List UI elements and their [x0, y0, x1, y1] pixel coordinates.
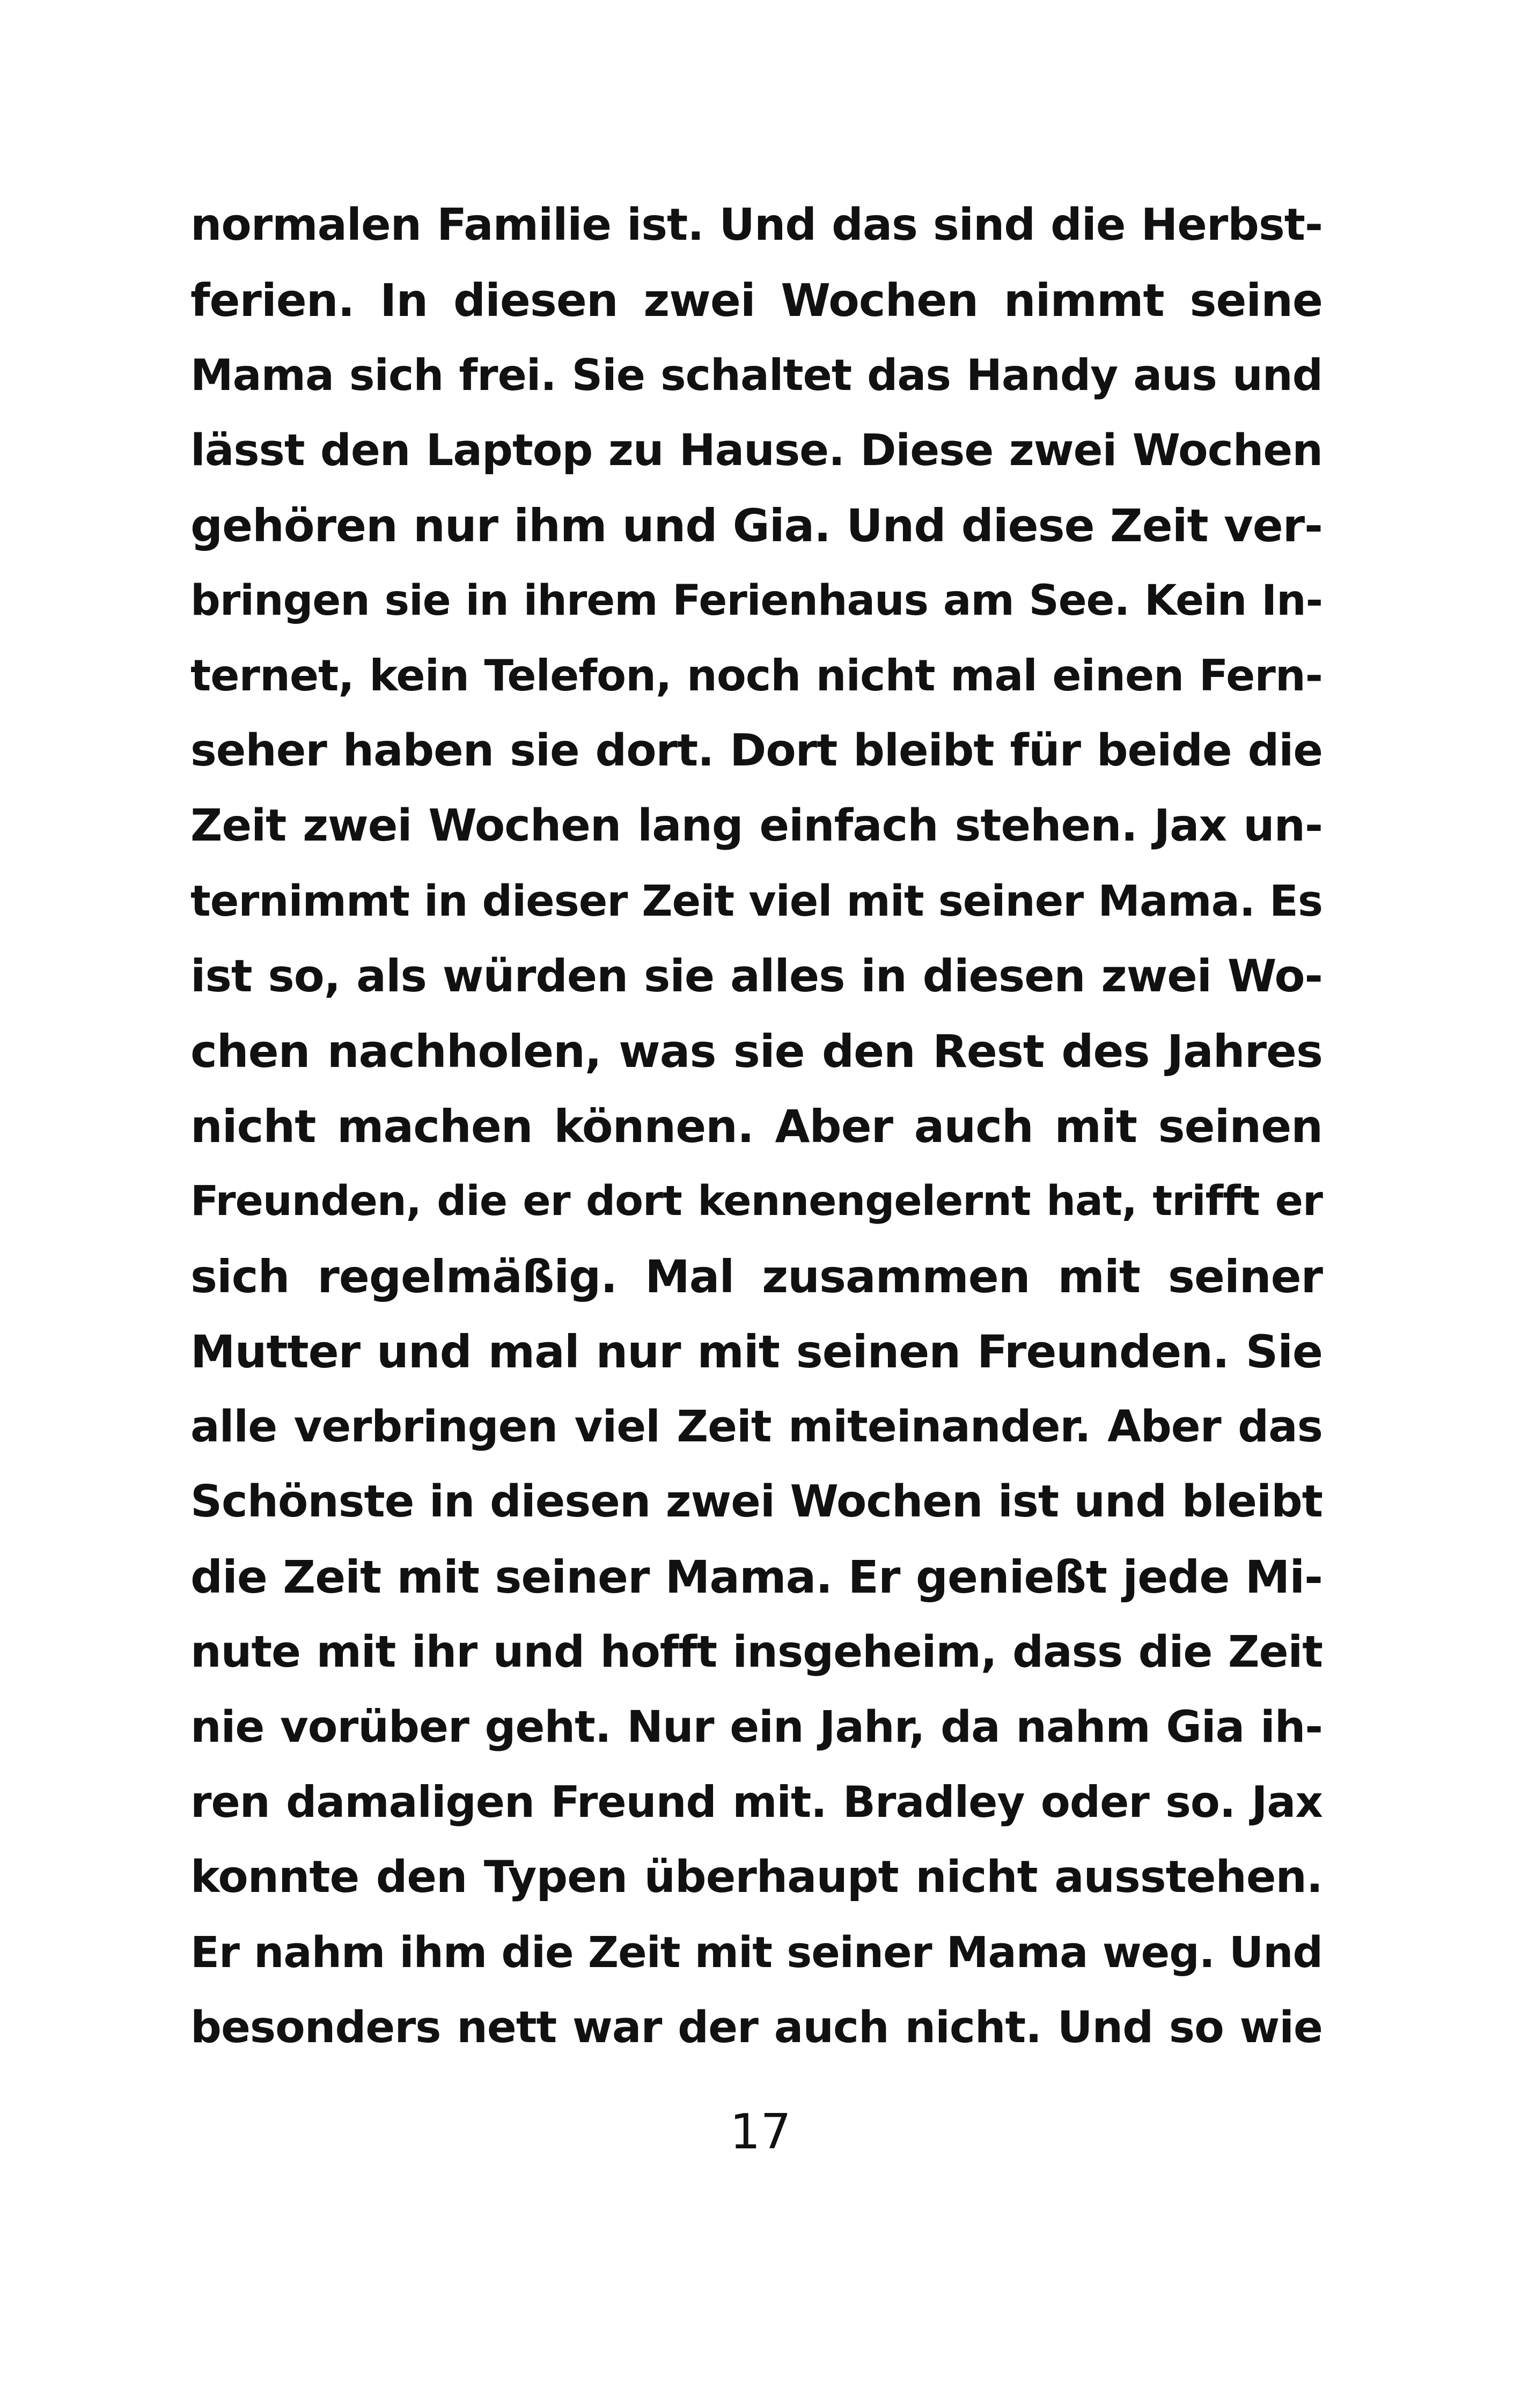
text-line: Schönste in diesen zwei Wochen ist und bleibt [190, 1476, 1322, 1527]
text-line: gehören nur ihm und Gia. Und diese Zeit ver- [190, 499, 1322, 552]
text-line: ist so, als würden sie alles in diesen zwei Wo- [190, 950, 1322, 1002]
text-line: ternimmt in dieser Zeit viel mit seiner Mama. Es [190, 877, 1322, 926]
text-line: sich regelmäßig. Mal zusammen mit seiner [190, 1250, 1322, 1303]
text-line: ren damaligen Freund mit. Bradley oder so. Jax [190, 1777, 1322, 1827]
text-line: normalen Familie ist. Und das sind die Herbst- [190, 200, 1322, 251]
page-number: 17 [730, 2104, 791, 2160]
text-line: Mutter und mal nur mit seinen Freunden. Sie [190, 1325, 1322, 1378]
text-line: ferien. In diesen zwei Wochen nimmt seine [190, 274, 1322, 327]
text-line: konnte den Typen überhaupt nicht ausstehen. [190, 1852, 1322, 1903]
text-line: bringen sie in ihrem Ferienhaus am See. Kein In- [190, 577, 1322, 625]
text-line: seher haben sie dort. Dort bleibt für beide die [190, 725, 1322, 776]
text-line: besonders nett war der auch nicht. Und so wie [190, 2002, 1322, 2053]
text-line: Mama sich frei. Sie schaltet das Handy aus und [190, 350, 1322, 400]
text-line: Freunden, die er dort kennengelernt hat, trifft er [190, 1177, 1322, 1225]
body-text [190, 188, 1322, 2065]
text-line: die Zeit mit seiner Mama. Er genießt jede Mi- [190, 1551, 1322, 1603]
text-line: nicht machen können. Aber auch mit seinen [190, 1100, 1322, 1153]
text-line: lässt den Laptop zu Hause. Diese zwei Wochen [190, 425, 1322, 476]
text-line: Er nahm ihm die Zeit mit seiner Mama weg. Und [190, 1928, 1322, 1977]
text-line: ternet, kein Telefon, noch nicht mal einen Fern- [190, 651, 1322, 701]
text-line: nute mit ihr und hofft insgeheim, dass die Zeit [190, 1627, 1322, 1677]
text-line: nie vorüber geht. Nur ein Jahr, da nahm Gia ih- [190, 1702, 1322, 1752]
text-line: chen nachholen, was sie den Rest des Jahres [190, 1025, 1322, 1078]
text-line: Zeit zwei Wochen lang einfach stehen. Jax un- [190, 800, 1322, 851]
text-line: alle verbringen viel Zeit miteinander. Aber das [190, 1402, 1322, 1452]
